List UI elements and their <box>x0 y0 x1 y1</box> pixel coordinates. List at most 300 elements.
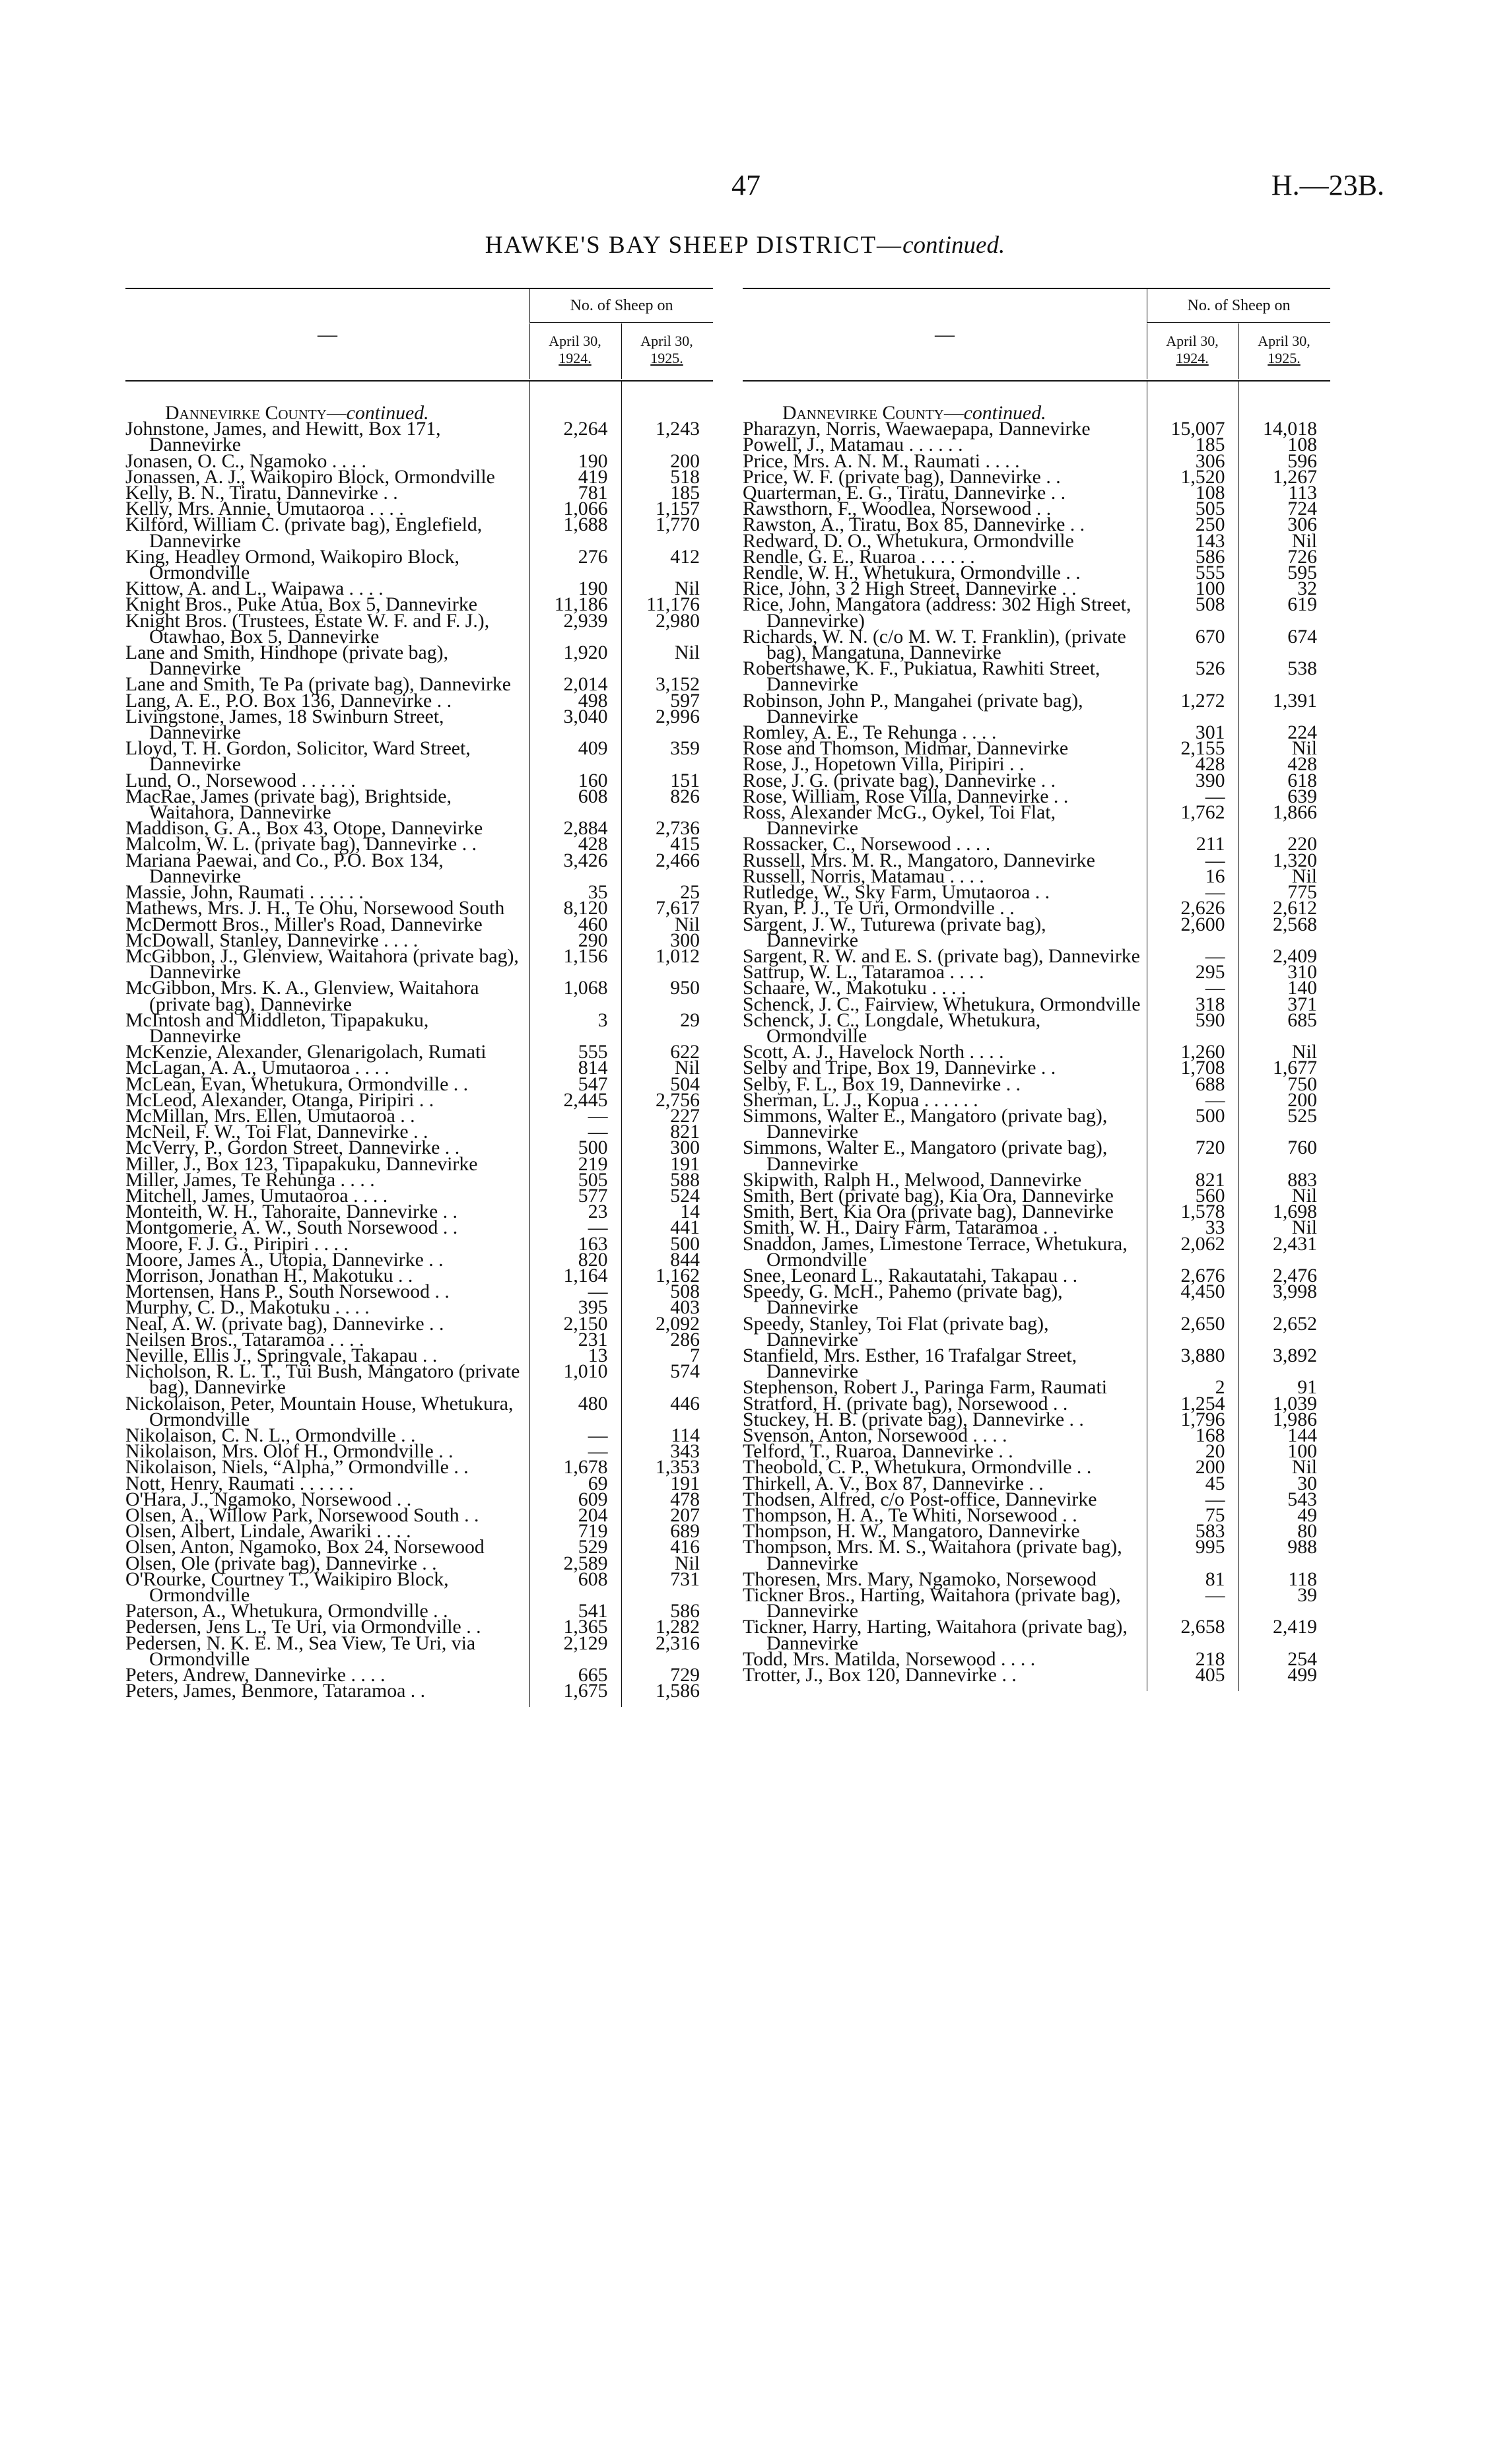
holder-text: Rendle, W. H., Whetukura, Ormondville . . <box>743 562 1081 584</box>
holder-text: Miller, James, Te Rehunga . . . . <box>125 1168 375 1191</box>
sheep-count-1924: 719 <box>529 1523 621 1539</box>
holder-text: Stratford, H. (private bag), Norsewood . . <box>743 1392 1068 1415</box>
holder-text: Jonasen, O. C., Ngamoko . . . . <box>125 450 366 472</box>
sheep-count-1924: 218 <box>1147 1651 1238 1667</box>
holder-text: Rawston, A., Tiratu, Box 85, Dannevirke . . <box>743 514 1085 536</box>
holder-text: Knight Bros. (Trustees, Estate W. F. and F. J.), Otawhao, Box 5, Dannevirke <box>125 609 490 648</box>
sheep-count-1924: — <box>1147 1587 1238 1619</box>
holder-name-address <box>125 1360 529 1399</box>
sheep-count-1924: — <box>1147 949 1238 964</box>
sheep-count-1924: — <box>529 1220 621 1236</box>
sheep-count-1924: 3,880 <box>1147 1348 1238 1380</box>
sheep-count-1924: 168 <box>1147 1428 1238 1444</box>
sheep-count-1924: — <box>1147 980 1238 996</box>
holder-name-address <box>743 1616 1147 1654</box>
holder-text: Svenson, Anton, Norsewood . . . . <box>743 1424 1007 1446</box>
sheep-count-1924: 547 <box>529 1077 621 1092</box>
document-reference: H.—23B. <box>1271 169 1384 201</box>
holder-name-address <box>125 642 529 680</box>
sheep-count-1925: 1,866 <box>1238 805 1330 836</box>
sheep-count-1925: 543 <box>1238 1492 1330 1508</box>
sheep-count-1924: 3 <box>529 1013 621 1044</box>
sheep-count-1925: 2,612 <box>1238 900 1330 916</box>
sheep-count-1925: 306 <box>1238 517 1330 533</box>
sheep-count-1925: 118 <box>1238 1572 1330 1587</box>
table-row <box>125 980 713 1012</box>
holder-text: Simmons, Walter E., Mangatoro (private bag), Dannevirke <box>743 1137 1108 1175</box>
sheep-count-1924: 33 <box>1147 1220 1238 1236</box>
holder-text: Stuckey, H. B. (private bag), Dannevirke . . <box>743 1408 1084 1430</box>
sheep-count-1924: 529 <box>529 1539 621 1555</box>
sheep-count-1924: 395 <box>529 1300 621 1315</box>
sheep-count-1925: 726 <box>1238 549 1330 565</box>
holder-text: McDowall, Stanley, Dannevirke . . . . <box>125 929 419 951</box>
sheep-count-1924: 820 <box>529 1252 621 1268</box>
holder-text: Telford, T., Ruaroa, Dannevirke . . <box>743 1440 1013 1463</box>
sheep-count-1925: 403 <box>621 1300 713 1315</box>
holder-name-address <box>125 1392 529 1430</box>
holder-name-address <box>743 689 1147 727</box>
table-row <box>743 1539 1330 1571</box>
holder-text: Schaare, W., Makotuku . . . . <box>743 977 966 999</box>
sheep-count-1924: 20 <box>1147 1444 1238 1459</box>
sheep-count-1925: 988 <box>1238 1539 1330 1571</box>
year-1924-date: April 30, <box>549 333 601 349</box>
sheep-count-1924: 1,272 <box>1147 693 1238 725</box>
holder-text: Todd, Mrs. Matilda, Norsewood . . . . <box>743 1648 1036 1670</box>
table-row <box>125 741 713 772</box>
sheep-count-1925: Nil <box>1238 1220 1330 1236</box>
sheep-count-1924: 69 <box>529 1476 621 1492</box>
holder-text: Kilford, William C. (private bag), Englefield, Dannevirke <box>125 514 483 552</box>
left-table-header <box>125 288 713 382</box>
table-row <box>125 645 713 677</box>
sheep-count-1924: 81 <box>1147 1572 1238 1587</box>
holder-name-address <box>125 737 529 776</box>
holder-text: Scott, A. J., Havelock North . . . . <box>743 1041 1004 1063</box>
table-row <box>743 1348 1330 1380</box>
holder-text: Kittow, A. and L., Waipawa . . . . <box>125 578 384 600</box>
holder-name-address <box>125 1680 529 1702</box>
sheep-count-1924: 295 <box>1147 964 1238 980</box>
year-1925-header <box>621 323 712 379</box>
holder-text: Stanfield, Mrs. Esther, 16 Trafalgar Street, Dannevirke <box>743 1344 1077 1383</box>
holder-text: Rawsthorn, F., Woodlea, Norsewood . . <box>743 498 1052 520</box>
sheep-count-1925: 1,353 <box>621 1459 713 1475</box>
sheep-count-1925: 950 <box>621 980 713 1012</box>
holder-name-address <box>125 1568 529 1607</box>
sheep-count-1925: 49 <box>1238 1508 1330 1523</box>
sheep-count-1925: 224 <box>1238 725 1330 741</box>
holder-text: Rose, William, Rose Villa, Dannevirke . . <box>743 785 1069 807</box>
sheep-count-1925: Nil <box>621 645 713 677</box>
sheep-count-1924: 560 <box>1147 1188 1238 1204</box>
holder-text: Theobold, C. P., Whetukura, Ormondville . . <box>743 1456 1092 1479</box>
sheep-count-1925: 504 <box>621 1077 713 1092</box>
sheep-count-1924: — <box>1147 884 1238 900</box>
sheep-count-1924: 505 <box>1147 501 1238 517</box>
table-row <box>125 709 713 741</box>
sheep-count-1924: 35 <box>529 884 621 900</box>
holder-text: Thompson, H. A., Te Whiti, Norsewood . . <box>743 1504 1077 1527</box>
section-name: Dannevirke County— <box>165 402 347 424</box>
sheep-count-group-header: No. of Sheep on <box>529 289 713 323</box>
holder-text: Rose, J., Hopetown Villa, Piripiri . . <box>743 753 1025 776</box>
holder-text: Smith, W. H., Dairy Farm, Tataramoa . . <box>743 1216 1058 1239</box>
sheep-count-1925: Nil <box>1238 741 1330 756</box>
year-1925-date: April 30, <box>640 333 693 349</box>
sheep-count-1924: — <box>1147 853 1238 869</box>
holder-text: Kelly, B. N., Tiratu, Dannevirke . . <box>125 482 398 504</box>
sheep-count-1925: 775 <box>1238 884 1330 900</box>
holder-name-address <box>743 1312 1147 1350</box>
title-main: HAWKE'S BAY SHEEP DISTRICT— <box>485 232 903 259</box>
sheep-count-1924: — <box>529 1124 621 1140</box>
table-row <box>743 917 1330 949</box>
sheep-count-1924: 3,426 <box>529 853 621 884</box>
sheep-count-1924: 301 <box>1147 725 1238 741</box>
holder-text: Schenck, J. C., Longdale, Whetukura, Ormondville <box>743 1009 1041 1047</box>
sheep-count-1924: 11,186 <box>529 597 621 613</box>
sheep-count-1924: — <box>1147 1492 1238 1508</box>
sheep-count-1925: 191 <box>621 1156 713 1172</box>
year-1925-date: April 30, <box>1258 333 1310 349</box>
holder-text: Lane and Smith, Hindhope (private bag), Dannevirke <box>125 642 449 680</box>
sheep-count-1925: 91 <box>1238 1380 1330 1395</box>
sheep-count-1925: 412 <box>621 549 713 581</box>
sheep-count-1924: 100 <box>1147 581 1238 597</box>
holder-name-address <box>743 1536 1147 1574</box>
sheep-count-1925: 14 <box>621 1204 713 1220</box>
sheep-count-1925: 826 <box>621 789 713 820</box>
holder-text: Mariana Paewai, and Co., P.O. Box 134, Dannevirke <box>125 849 444 887</box>
sheep-count-1924: 500 <box>529 1140 621 1156</box>
sheep-count-1924: 290 <box>529 933 621 949</box>
sheep-count-1924: 1,010 <box>529 1364 621 1395</box>
sheep-count-1925: 359 <box>621 741 713 772</box>
sheep-count-1924: — <box>529 1108 621 1124</box>
sheep-count-1925: 300 <box>621 1140 713 1156</box>
sheep-count-1925: Nil <box>1238 1188 1330 1204</box>
sheep-count-1924: — <box>529 1284 621 1300</box>
holder-text: Rossacker, C., Norsewood . . . . <box>743 833 991 855</box>
sheep-count-1924: 577 <box>529 1188 621 1204</box>
sheep-count-1924: 2,626 <box>1147 900 1238 916</box>
sheep-count-1925: 689 <box>621 1523 713 1539</box>
holder-text: Lane and Smith, Te Pa (private bag), Dannevirke <box>125 673 512 696</box>
holder-text: Russell, Norris, Matamau . . . . <box>743 865 984 887</box>
year-1924-label: 1924. <box>1176 350 1209 366</box>
sheep-count-1925: 619 <box>1238 597 1330 628</box>
holder-text: Price, W. F. (private bag), Dannevirke . . <box>743 465 1061 488</box>
sheep-count-1925: 310 <box>1238 964 1330 980</box>
holder-text: Sherman, L. J., Kopua . . . . . . <box>743 1088 978 1111</box>
sheep-count-1925: 478 <box>621 1492 713 1508</box>
sheep-count-1925: 1,243 <box>621 421 713 453</box>
sheep-count-1925: 508 <box>621 1284 713 1300</box>
holder-text: Snaddon, James, Limestone Terrace, Whetukura, Ormondville <box>743 1232 1128 1271</box>
sheep-count-1924: 3,040 <box>529 709 621 741</box>
holder-name-address <box>743 1584 1147 1622</box>
sheep-count-1925: 750 <box>1238 1077 1330 1092</box>
sheep-count-1924: 1,156 <box>529 949 621 980</box>
holder-text: Redward, D. O., Whetukura, Ormondville <box>743 529 1074 552</box>
holder-text: Stephenson, Robert J., Paringa Farm, Raumati <box>743 1376 1107 1399</box>
holder-text: McDermott Bros., Miller's Road, Dannevirke <box>125 913 483 935</box>
sheep-count-1925: 11,176 <box>621 597 713 613</box>
sheep-count-1925: 415 <box>621 836 713 852</box>
sheep-count-1925: Nil <box>1238 869 1330 884</box>
sheep-count-1925: 140 <box>1238 980 1330 996</box>
sheep-count-1924: 108 <box>1147 485 1238 501</box>
sheep-count-1925: 1,267 <box>1238 469 1330 485</box>
right-column <box>743 288 1330 1691</box>
holder-text: Knight Bros., Puke Atua, Box 5, Dannevirke <box>125 593 477 616</box>
sheep-count-1924: 460 <box>529 917 621 933</box>
holder-text: Robertshawe, K. F., Pukiatua, Rawhiti Street, Dannevirke <box>743 657 1101 696</box>
sheep-count-1925: 1,157 <box>621 501 713 517</box>
holder-text: O'Hara, J., Ngamoko, Norsewood . . <box>125 1488 412 1510</box>
sheep-count-1925: 685 <box>1238 1013 1330 1044</box>
holder-text: Paterson, A., Whetukura, Ormondville . . <box>125 1600 448 1622</box>
table-row <box>125 949 713 980</box>
holder-name-address <box>743 1281 1147 1319</box>
holder-text: Livingstone, James, 18 Swinburn Street, Dannevirke <box>125 705 444 744</box>
holder-text: Monteith, W. H., Tahoraite, Dannevirke . . <box>125 1201 457 1223</box>
sheep-count-1925: 416 <box>621 1539 713 1555</box>
table-row <box>125 1013 713 1044</box>
sheep-count-1924: 1,688 <box>529 517 621 549</box>
holder-name-address <box>125 1632 529 1670</box>
sheep-count-1925: 2,996 <box>621 709 713 741</box>
sheep-count-1924: 1,675 <box>529 1683 621 1699</box>
sheep-count-1925: 1,586 <box>621 1683 713 1699</box>
sheep-count-1925: 499 <box>1238 1667 1330 1683</box>
sheep-count-1925: 100 <box>1238 1444 1330 1459</box>
holder-text: Nikolaison, Mrs. Olof H., Ormondville . . <box>125 1440 454 1463</box>
holder-text: Nikolaison, Niels, “Alpha,” Ormondville . . <box>125 1456 469 1479</box>
year-1925-label: 1925. <box>650 350 683 366</box>
sheep-count-1924: 781 <box>529 485 621 501</box>
sheep-count-1925: 2,980 <box>621 613 713 645</box>
sheep-count-1925: 1,698 <box>1238 1204 1330 1220</box>
sheep-count-1924: 2,884 <box>529 820 621 836</box>
holder-text: Tickner Bros., Harting, Waitahora (private bag), Dannevirke <box>743 1584 1121 1622</box>
holder-text: Rendle, G. E., Ruaroa . . . . . . <box>743 545 975 568</box>
holder-text: MacRae, James (private bag), Brightside, Waitahora, Dannevirke <box>125 785 452 824</box>
name-column-header: — <box>318 323 337 345</box>
holder-text: Price, Mrs. A. N. M., Raumati . . . . <box>743 450 1020 472</box>
holder-text: Olsen, Ole (private bag), Dannevirke . . <box>125 1552 437 1574</box>
holder-text: Rose, J. G. (private bag), Dannevirke . . <box>743 769 1056 791</box>
sheep-count-1925: 114 <box>621 1428 713 1444</box>
sheep-count-1924: 23 <box>529 1204 621 1220</box>
sheep-count-1924: 390 <box>1147 773 1238 789</box>
sheep-count-1924: 2,014 <box>529 677 621 692</box>
table-row <box>743 1316 1330 1348</box>
holder-name-address <box>743 1232 1147 1271</box>
sheep-count-1925: 2,652 <box>1238 1316 1330 1348</box>
sheep-count-1924: 1,796 <box>1147 1412 1238 1428</box>
sheep-count-1924: 586 <box>1147 549 1238 565</box>
right-table-body <box>743 382 1330 1691</box>
sheep-count-1925: 1,039 <box>1238 1396 1330 1412</box>
holder-text: Snee, Leonard L., Rakautatahi, Takapau . . <box>743 1264 1078 1286</box>
holder-text: Tickner, Harry, Harting, Waitahora (private bag), Dannevirke <box>743 1616 1128 1654</box>
sheep-count-1924: 2,155 <box>1147 741 1238 756</box>
sheep-count-1924: 2,676 <box>1147 1268 1238 1284</box>
sheep-count-1924: 419 <box>529 469 621 485</box>
sheep-count-1925: 2,568 <box>1238 917 1330 949</box>
holder-text: McKenzie, Alexander, Glenarigolach, Rumati <box>125 1041 487 1063</box>
holder-text: Moore, James A., Utopia, Dannevirke . . <box>125 1248 444 1271</box>
table-row <box>125 549 713 581</box>
table-row <box>743 805 1330 836</box>
holder-text: Nicholson, R. L. T., Tui Bush, Mangatoro (private bag), Dannevirke <box>125 1360 520 1399</box>
year-1924-header <box>1147 323 1237 379</box>
table-row <box>125 1396 713 1428</box>
holder-text: Ryan, P. J., Te Uri, Ormondville . . <box>743 897 1015 919</box>
holder-text: Trotter, J., Box 120, Dannevirke . . <box>743 1664 1017 1686</box>
sheep-count-1925: Nil <box>621 581 713 597</box>
table-row <box>743 661 1330 692</box>
holder-text: Mortensen, Hans P., South Norsewood . . <box>125 1281 450 1303</box>
sheep-count-1925: 500 <box>621 1236 713 1252</box>
holder-text: Neal, A. W. (private bag), Dannevirke . . <box>125 1312 444 1335</box>
sheep-count-1925: 200 <box>621 453 713 469</box>
page-number: 47 <box>731 169 761 201</box>
holder-text: Nott, Henry, Raumati . . . . . . <box>125 1472 354 1494</box>
sheep-count-1924: 1,068 <box>529 980 621 1012</box>
holder-text: Thoresen, Mrs. Mary, Ngamoko, Norsewood <box>743 1568 1097 1590</box>
holder-text: Pedersen, N. K. E. M., Sea View, Te Uri, via Ormondville <box>125 1632 476 1670</box>
holder-text: Schenck, J. C., Fairview, Whetukura, Ormondville <box>743 993 1141 1015</box>
holder-text: McIntosh and Middleton, Tipapakuku, Dannevirke <box>125 1009 429 1047</box>
holder-text: McLagan, A. A., Umutaoroa . . . . <box>125 1057 389 1079</box>
sheep-count-1924: 2,939 <box>529 613 621 645</box>
sheep-count-1924: 590 <box>1147 1013 1238 1044</box>
holder-name-address <box>125 705 529 744</box>
holder-text: Johnstone, James, and Hewitt, Box 171, Dannevirke <box>125 418 441 456</box>
sheep-count-1924: 2 <box>1147 1380 1238 1395</box>
sheep-count-1924: 231 <box>529 1332 621 1348</box>
holder-text: Smith, Bert (private bag), Kia Ora, Dannevirke <box>743 1184 1114 1207</box>
section-suffix: continued. <box>963 402 1046 424</box>
holder-text: Smith, Bert, Kia Ora (private bag), Dannevirke <box>743 1201 1114 1223</box>
sheep-count-1924: 2,658 <box>1147 1619 1238 1651</box>
holder-text: Rice, John, Mangatora (address: 302 High Street, Dannevirke) <box>743 593 1132 632</box>
sheep-count-1924: 821 <box>1147 1172 1238 1188</box>
right-table <box>743 382 1330 1691</box>
holder-text: Montgomerie, A. W., South Norsewood . . <box>125 1216 458 1239</box>
holder-text: Speedy, G. McH., Pahemo (private bag), Dannevirke <box>743 1281 1063 1319</box>
sheep-count-1924: 1,254 <box>1147 1396 1238 1412</box>
sheep-count-1925: 674 <box>1238 629 1330 661</box>
table-row <box>743 1619 1330 1651</box>
sheep-count-1924: 1,920 <box>529 645 621 677</box>
sheep-count-1925: 1,282 <box>621 1619 713 1635</box>
section-name: Dannevirke County— <box>782 402 964 424</box>
sheep-count-1924: 2,062 <box>1147 1236 1238 1268</box>
sheep-count-1925: 7,617 <box>621 900 713 916</box>
sheep-count-1924: 405 <box>1147 1667 1238 1683</box>
sheep-count-1924: 2,650 <box>1147 1316 1238 1348</box>
holder-text: King, Headley Ormond, Waikopiro Block, Ormondville <box>125 545 459 584</box>
sheep-count-1924: 250 <box>1147 517 1238 533</box>
sheep-count-1924: — <box>529 1444 621 1459</box>
sheep-count-1924: 1,708 <box>1147 1060 1238 1076</box>
holder-text: Thompson, H. W., Mangatoro, Dannevirke <box>743 1520 1080 1543</box>
sheep-count-1924: 211 <box>1147 836 1238 852</box>
sheep-count-1925: 254 <box>1238 1651 1330 1667</box>
sheep-count-1924: 609 <box>529 1492 621 1508</box>
table-row <box>743 1140 1330 1172</box>
table-row <box>743 1284 1330 1315</box>
sheep-count-1925: 220 <box>1238 836 1330 852</box>
sheep-count-1924: 409 <box>529 741 621 772</box>
sheep-count-1924: 428 <box>1147 756 1238 772</box>
holder-text: Lang, A. E., P.O. Box 136, Dannevirke . . <box>125 689 452 712</box>
table-row <box>125 421 713 453</box>
sheep-count-1924: 2,445 <box>529 1092 621 1108</box>
holder-text: Selby and Tripe, Box 19, Dannevirke . . <box>743 1057 1056 1079</box>
table-row <box>125 789 713 820</box>
sheep-count-1925: 441 <box>621 1220 713 1236</box>
table-row <box>743 1587 1330 1619</box>
sheep-count-1925: 821 <box>621 1124 713 1140</box>
sheep-count-1925: Nil <box>621 917 713 933</box>
holder-text: Morrison, Jonathan H., Makotuku . . <box>125 1264 413 1286</box>
year-1924-header <box>529 323 620 379</box>
sheep-count-1925: 446 <box>621 1396 713 1428</box>
sheep-count-1925: Nil <box>1238 1044 1330 1060</box>
sheep-count-1924: 2,150 <box>529 1316 621 1332</box>
sheep-count-1925: 286 <box>621 1332 713 1348</box>
sheep-count-1925: 724 <box>1238 501 1330 517</box>
sheep-count-1925: 25 <box>621 884 713 900</box>
table-row <box>125 613 713 645</box>
holder-text: Lloyd, T. H. Gordon, Solicitor, Ward Street, Dannevirke <box>125 737 471 776</box>
sheep-count-1924: 1,762 <box>1147 805 1238 836</box>
holder-text: McNeil, F. W., Toi Flat, Dannevirke . . <box>125 1121 428 1143</box>
sheep-count-1924: 4,450 <box>1147 1284 1238 1315</box>
sheep-count-1924: 1,365 <box>529 1619 621 1635</box>
sheep-count-1925: 207 <box>621 1508 713 1523</box>
holder-text: Sargent, R. W. and E. S. (private bag), Dannevirke <box>743 945 1140 967</box>
sheep-count-1925: 1,391 <box>1238 693 1330 725</box>
sheep-count-1924: 75 <box>1147 1508 1238 1523</box>
sheep-count-1924: 2,129 <box>529 1636 621 1667</box>
sheep-count-1924: 670 <box>1147 629 1238 661</box>
holder-name-address <box>743 801 1147 840</box>
sheep-count-1924: 276 <box>529 549 621 581</box>
sheep-count-1925: 1,012 <box>621 949 713 980</box>
sheep-count-1925: 227 <box>621 1108 713 1124</box>
sheep-count-1925: 639 <box>1238 789 1330 805</box>
holder-text: Peters, James, Benmore, Tataramoa . . <box>125 1680 426 1702</box>
sheep-count-1925: 595 <box>1238 565 1330 581</box>
holder-text: Maddison, G. A., Box 43, Otope, Dannevirke <box>125 817 483 840</box>
sheep-count-1925: 200 <box>1238 1092 1330 1108</box>
holder-name-address <box>125 977 529 1015</box>
sheep-count-1924: 2,589 <box>529 1556 621 1572</box>
sheep-count-1924: 555 <box>529 1044 621 1060</box>
sheep-count-1924: 8,120 <box>529 900 621 916</box>
sheep-count-1925: 185 <box>621 485 713 501</box>
page-title <box>0 231 1490 259</box>
holder-name-address <box>743 625 1147 664</box>
holder-text: McVerry, P., Gordon Street, Dannevirke . . <box>125 1137 460 1159</box>
